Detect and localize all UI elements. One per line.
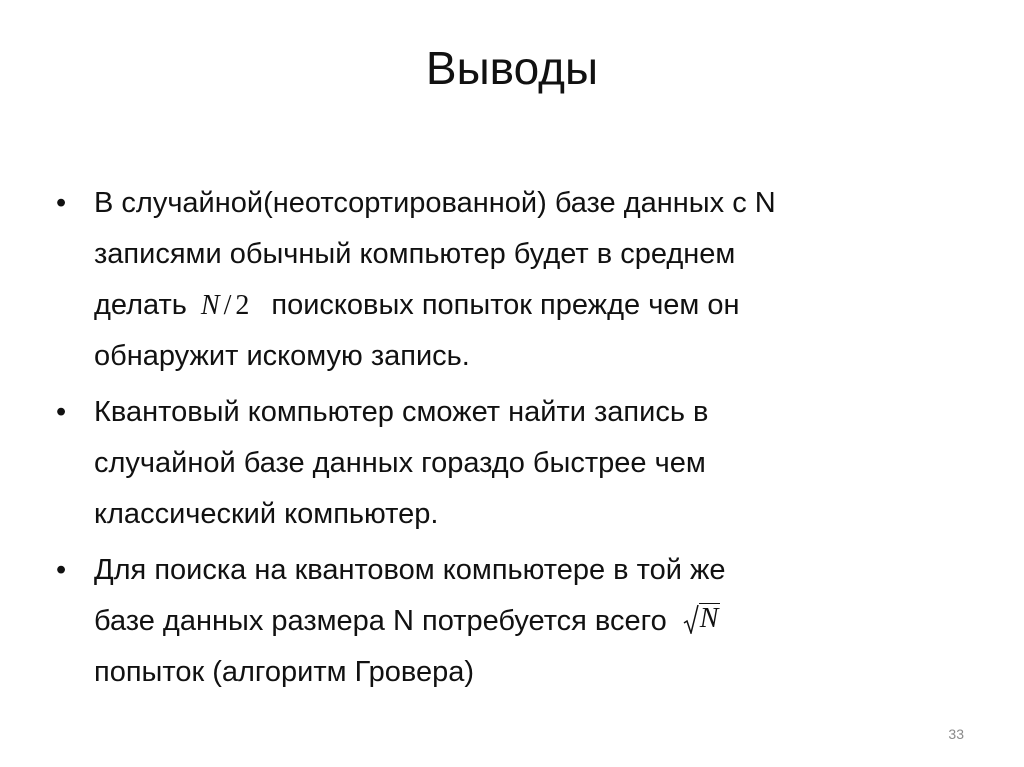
bullet-line: В случайной(неотсортированной) базе данных с N [94, 187, 776, 219]
bullet-line: обнаружит искомую запись. [94, 340, 470, 372]
bullet-line: случайной базе данных гораздо быстрее чем [94, 447, 706, 479]
bullet-line [94, 596, 984, 647]
formula-sqrt-n [683, 603, 721, 634]
formula-number: 2 [235, 290, 250, 321]
bullet-item [54, 387, 984, 540]
formula-n-over-2 [201, 280, 249, 331]
formula-variable: N [200, 290, 220, 321]
bullet-line: записями обычный компьютер будет в среднем [94, 238, 736, 270]
bullet-line [94, 280, 984, 331]
slide-title: Выводы [425, 42, 599, 94]
bullet-line: классический компьютер. [94, 498, 439, 530]
bullet-text: делать [94, 289, 187, 321]
bullet-item [54, 178, 984, 382]
bullet-line: Квантовый компьютер сможет найти запись в [94, 396, 709, 428]
formula-operator: / [223, 290, 232, 321]
bullet-marker: • [56, 187, 67, 219]
slide-number: 33 [948, 726, 964, 742]
bullet-list [54, 178, 984, 703]
bullet-text: базе данных размера N потребуется всего [94, 605, 667, 637]
bullet-line: попыток (алгоритм Гровера) [94, 656, 475, 688]
bullet-text: поисковых попыток прежде чем он [271, 289, 740, 321]
radical-sign-icon [683, 604, 699, 634]
bullet-marker: • [56, 554, 67, 586]
bullet-marker: • [56, 396, 67, 428]
formula-radicand: N [699, 603, 719, 634]
bullet-item [54, 545, 984, 698]
bullet-line: Для поиска на квантовом компьютере в той же [94, 554, 726, 586]
